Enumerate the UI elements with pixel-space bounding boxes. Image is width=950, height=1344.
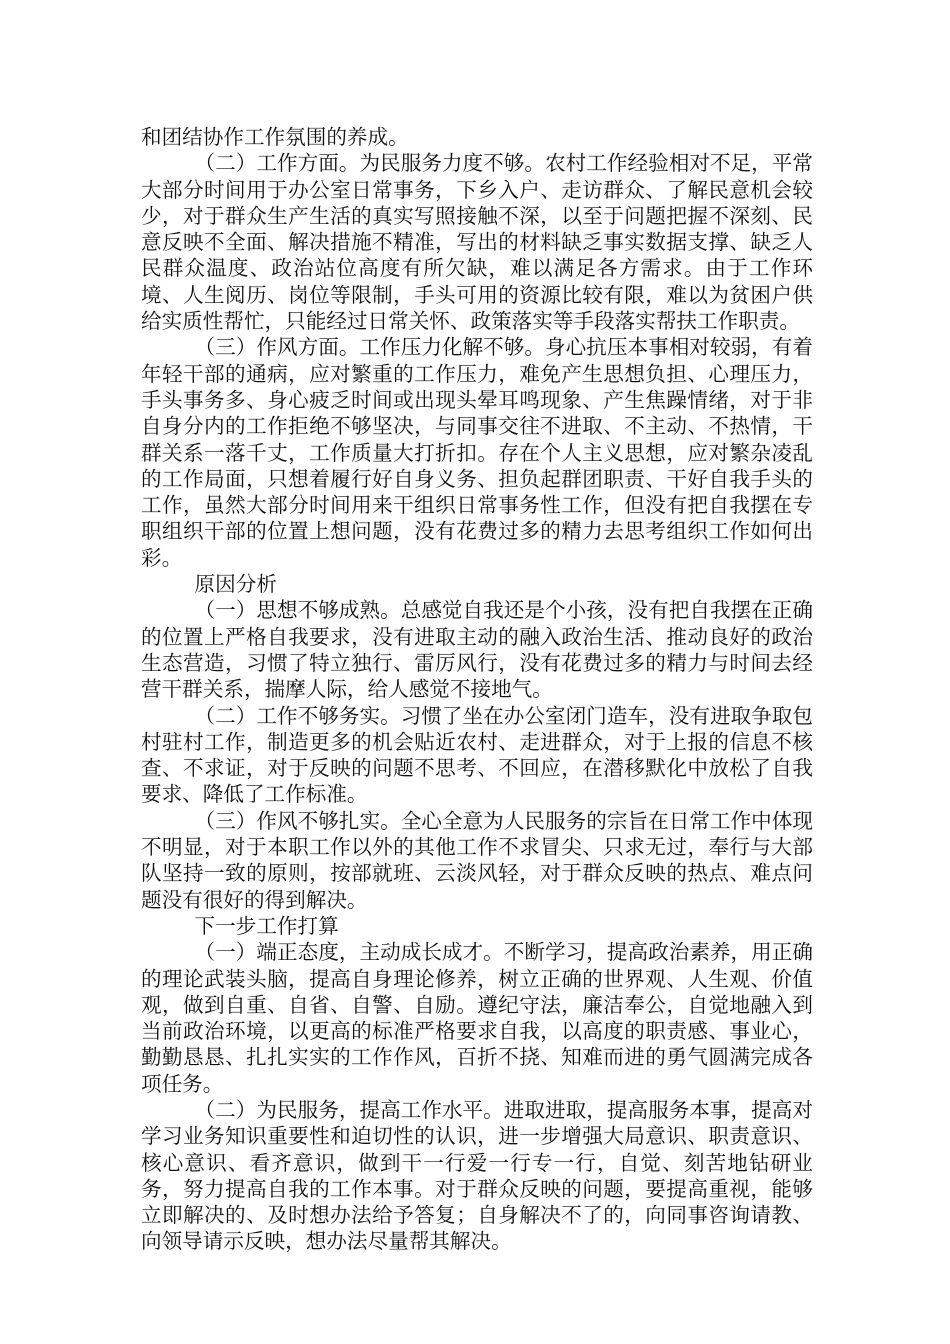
paragraph-serve-people: （二）为民服务，提高工作水平。进取进取，提高服务本事，提高对学习业务知识重要性和迫切性的认识，进一步增强大局意识、职责意识、核心意识、看齐意识，做到干一行爱一行专一行，自觉、刻苦地钻研业务，努力提高自我的工作本事。对于群众反映的问题，要提高重视，能够立即解决的、及时想办法给予答复；自身解决不了的，向同事咨询请教、向领导请示反映，想办法尽量帮其解决。 — [141, 1097, 813, 1254]
section-heading-next-steps: 下一步工作打算 — [194, 913, 339, 938]
document-page — [141, 124, 813, 1255]
paragraph-style-not-solid: （三）作风不够扎实。全心全意为人民服务的宗旨在日常工作中体现不明显，对于本职工作以外的其他工作不求冒尖、只求无过，奉行与大部队坚持一致的原则，按部就班、云淡风轻，对于群众反映的热点、难点问题没有很好的得到解决。 — [141, 808, 813, 912]
paragraph-thought-immature: （一）思想不够成熟。总感觉自我还是个小孩，没有把自我摆在正确的位置上严格自我要求，没有进取主动的融入政治生活、推动良好的政治生态营造，习惯了特立独行、雷厉风行，没有花费过多的精力与时间去经营干群关系，揣摩人际，给人感觉不接地气。 — [141, 598, 813, 702]
paragraph-work-not-practical: （二）工作不够务实。习惯了坐在办公室闭门造车，没有进取争取包村驻村工作，制造更多的机会贴近农村、走进群众，对于上报的信息不核查、不求证，对于反映的问题不思考、不回应，在潜移默化中放松了自我要求、降低了工作标准。 — [141, 703, 813, 807]
section-heading-cause-analysis: 原因分析 — [194, 572, 277, 597]
paragraph-style-aspect: （三）作风方面。工作压力化解不够。身心抗压本事相对较弱，有着年轻干部的通病，应对繁重的工作压力，难免产生思想负担、心理压力，手头事务多、身心疲乏时间或出现头晕耳鸣现象、产生焦躁情绪，对于非自身分内的工作拒绝不够坚决，与同事交往不进取、不主动、不热情，干群关系一落千丈，工作质量大打折扣。存在个人主义思想，应对繁杂凌乱的工作局面，只想着履行好自身义务、担负起群团职责、干好自我手头的工作，虽然大部分时间用来干组织日常事务性工作，但没有把自我摆在专职组织干部的位置上想问题，没有花费过多的精力去思考组织工作如何出彩。 — [141, 335, 813, 570]
paragraph-work-aspect: （二）工作方面。为民服务力度不够。农村工作经验相对不足，平常大部分时间用于办公室日常事务，下乡入户、走访群众、了解民意机会较少，对于群众生产生活的真实写照接触不深，以至于问题把握不深刻、民意反映不全面、解决措施不精准，写出的材料缺乏事实数据支撑、缺乏人民群众温度、政治站位高度有所欠缺，难以满足各方需求。由于工作环境、人生阅历、岗位等限制，手头可用的资源比较有限，难以为贫困户供给实质性帮忙，只能经过日常关怀、政策落实等手段落实帮扶工作职责。 — [141, 151, 813, 334]
paragraph-correct-attitude: （一）端正态度，主动成长成才。不断学习，提高政治素养，用正确的理论武装头脑，提高自身理论修养，树立正确的世界观、人生观、价值观，做到自重、自省、自警、自励。遵纪守法，廉洁奉公，自觉地融入到当前政治环境，以更高的标准严格要求自我，以高度的职责感、事业心，勤勤恳恳、扎扎实实的工作作风，百折不挠、知难而进的勇气圆满完成各项任务。 — [141, 940, 813, 1096]
paragraph-continuation: 和团结协作工作氛围的养成。 — [141, 125, 409, 149]
